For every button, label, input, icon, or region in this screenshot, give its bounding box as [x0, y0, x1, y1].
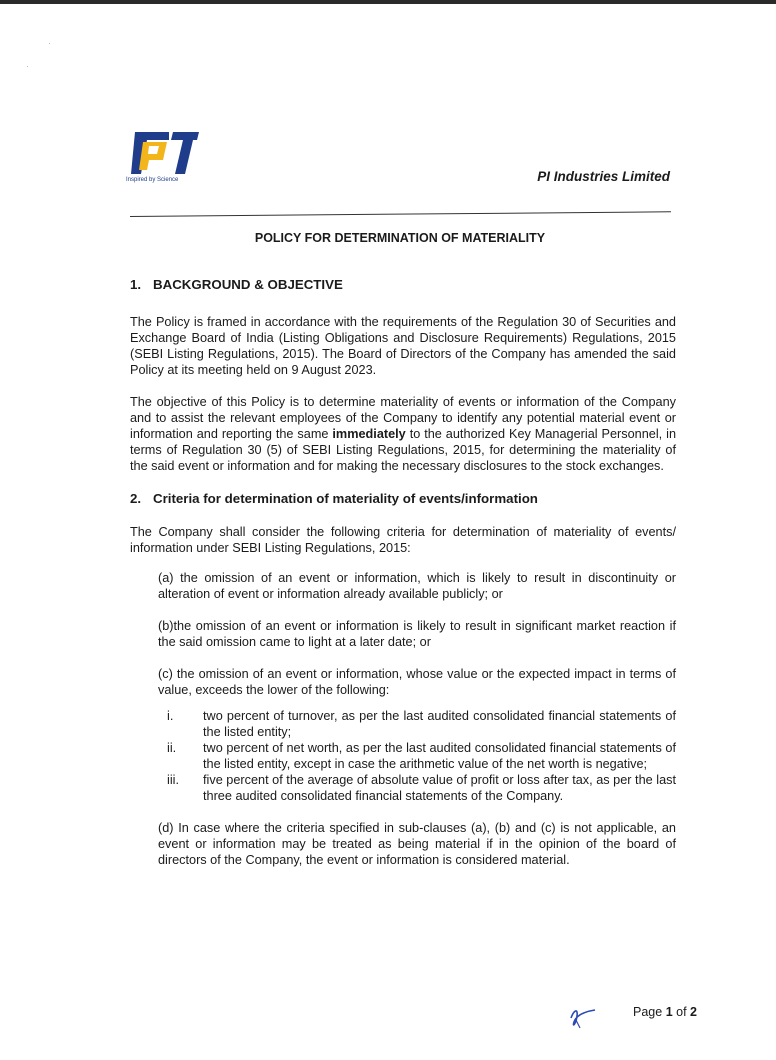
emphasis-text: immediately [332, 427, 406, 441]
list-text: two percent of net worth, as per the last audited consolidated financial statements of the listed entity, except in case the arithmetic value of the net worth is negative; [203, 741, 676, 771]
list-text: two percent of turnover, as per the last audited consolidated financial statements of the listed entity; [203, 709, 676, 739]
page-total: 2 [690, 1005, 697, 1019]
list-numeral: ii. [167, 741, 177, 755]
page-of: of [676, 1005, 687, 1019]
paragraph: The Company shall consider the following criteria for determination of materiality of events/ information under SEBI Listing Regulations, 2015: [130, 525, 676, 555]
list-numeral: i. [167, 709, 174, 723]
paragraph-text: to the authorized Key Managerial Personnel, in terms of Regulation 30 (5) of SEBI Listing Regulations, 2015, for determining the materiality of the said event or information and for making the necessary disclosures to the stock exchanges. [130, 427, 676, 473]
scan-speck [49, 43, 50, 44]
document-title: POLICY FOR DETERMINATION OF MATERIALITY [254, 231, 546, 245]
clause-a: (a) the omission of an event or information, which is likely to result in discontinuity or alteration of event or information already available publicly; or [158, 571, 676, 601]
clause-b: (b)the omission of an event or information is likely to result in significant market reaction if the said omission came to light at a later date; or [158, 619, 676, 649]
scan-speck [27, 66, 28, 67]
list-item [167, 708, 676, 740]
paragraph: The Policy is framed in accordance with the requirements of the Regulation 30 of Securities and Exchange Board of India (Listing Obligations and Disclosure Requirements) Regulations, 2015 (SEBI Listing Regulations, 2015). The Board of Directors of the Company has amended the said Policy at its meeting held on 9 August 2023. [130, 315, 676, 377]
section-heading [130, 491, 676, 507]
list-item [167, 740, 676, 772]
document-body [130, 277, 676, 868]
paragraph-text: The objective of this Policy is to determine materiality of events or information of the Company and to assist the relevant employees of the Company to identify any potential material event or information and reporting the same [130, 395, 676, 441]
list-item [167, 772, 676, 804]
sub-item-list [167, 708, 676, 804]
list-numeral: iii. [167, 773, 179, 787]
clause-c: (c) the omission of an event or information, whose value or the expected impact in terms of value, exceeds the lower of the following: [158, 667, 676, 697]
section-title: Criteria for determination of materiality of events/information [153, 491, 538, 506]
signature-initials [568, 1006, 598, 1030]
list-text: five percent of the average of absolute value of profit or loss after tax, as per the last three audited consolidated financial statements of the Company. [203, 773, 676, 803]
page-label: Page [633, 1005, 663, 1019]
header-rule [130, 211, 671, 217]
paragraph [130, 394, 676, 474]
logo-tagline: Inspired by Science [126, 177, 179, 183]
section-title: BACKGROUND & OBJECTIVE [153, 277, 343, 292]
section-number: 1. [130, 277, 142, 292]
page-number [633, 1005, 697, 1019]
top-border [0, 0, 776, 4]
clause-d: (d) In case where the criteria specified in sub-clauses (a), (b) and (c) is not applicable, an event or information may be treated as being material if in the opinion of the board of directors of the Company, the event or information is considered material. [158, 821, 676, 867]
section-number: 2. [130, 491, 142, 506]
section-heading [130, 277, 676, 293]
company-name: PI Industries Limited [537, 169, 670, 184]
page-current: 1 [665, 1005, 673, 1019]
